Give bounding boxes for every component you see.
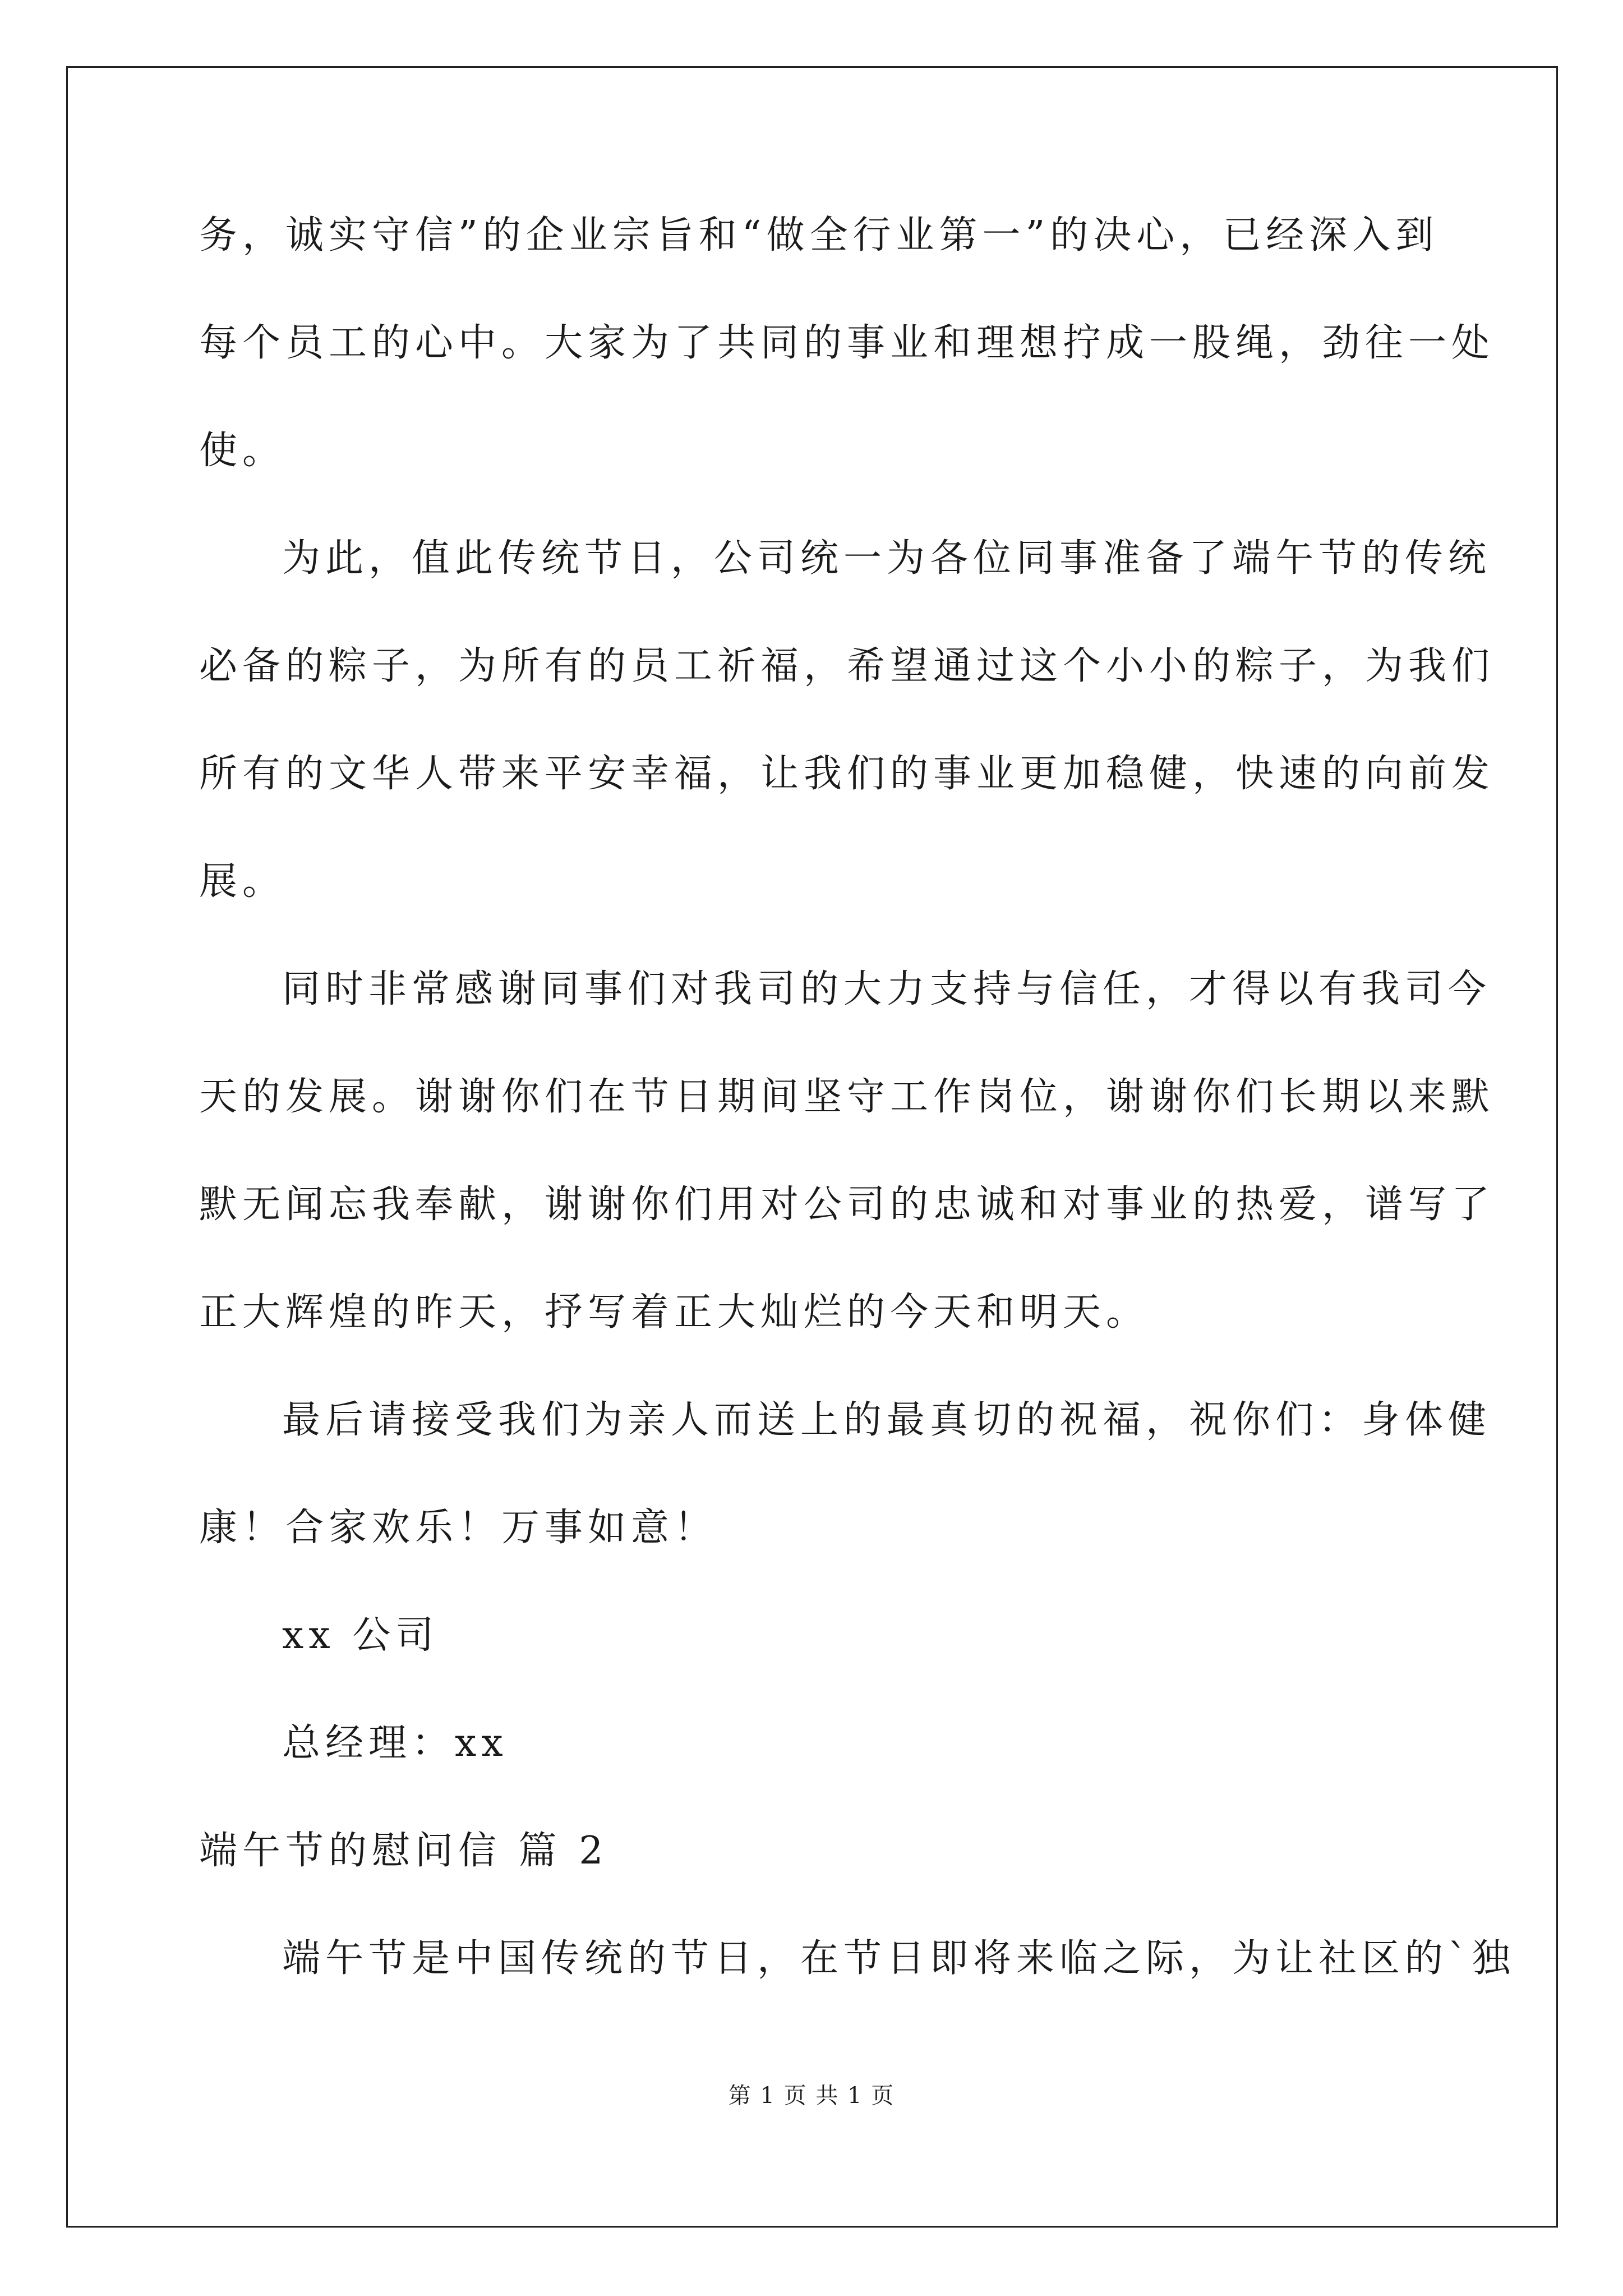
text-line: 正大辉煌的昨天，抒写着正大灿烂的今天和明天。	[199, 1290, 1150, 1335]
section-heading: 端午节的慰问信 篇 2	[199, 1829, 608, 1873]
text-line: 务，诚实守信”的企业宗旨和“做全行业第一”的决心，已经深入到	[199, 213, 1439, 257]
text-line: 康！合家欢乐！万事如意！	[199, 1506, 718, 1550]
text-line: 所有的文华人带来平安幸福，让我们的事业更加稳健，快速的向前发	[199, 752, 1495, 796]
paragraph-start: 同时非常感谢同事们对我司的大力支持与信任，才得以有我司今	[282, 967, 1492, 1011]
paragraph-start: 最后请接受我们为亲人而送上的最真切的祝福，祝你们：身体健	[282, 1398, 1492, 1442]
text-line: 每个员工的心中。大家为了共同的事业和理想拧成一股绳，劲往一处	[199, 321, 1495, 365]
paragraph-start: 为此，值此传统节日，公司统一为各位同事准备了端午节的传统	[282, 536, 1492, 581]
paragraph-start: 端午节是中国传统的节日，在节日即将来临之际，为让社区的`独	[282, 1936, 1516, 1981]
text-line: 天的发展。谢谢你们在节日期间坚守工作岗位，谢谢你们长期以来默	[199, 1075, 1495, 1119]
text-line: 使。	[199, 429, 286, 473]
page-footer: 第 1 页 共 1 页	[728, 2083, 895, 2109]
signatory: 总经理：xx	[282, 1721, 508, 1765]
text-line: 默无闻忘我奉献，谢谢你们用对公司的忠诚和对事业的热爱，谱写了	[199, 1182, 1495, 1227]
page-border	[66, 66, 1558, 2228]
company-name: xx 公司	[282, 1613, 439, 1658]
text-line: 必备的粽子，为所有的员工祈福，希望通过这个小小的粽子，为我们	[199, 644, 1495, 688]
text-line: 展。	[199, 859, 286, 904]
